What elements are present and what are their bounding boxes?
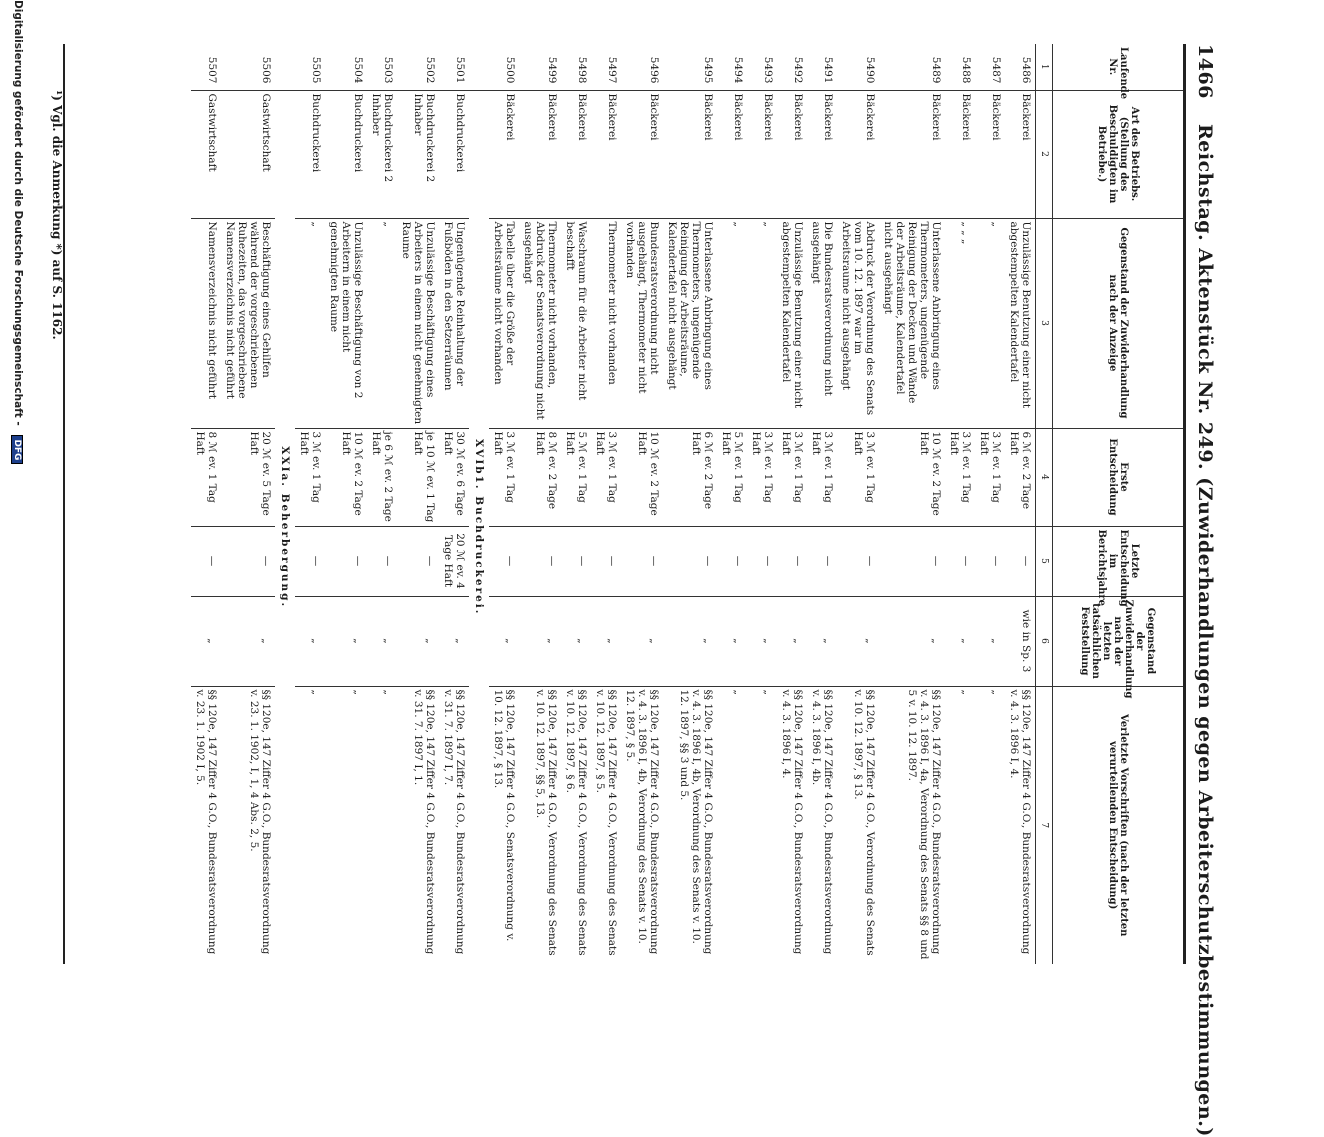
final-finding: „ bbox=[807, 596, 837, 686]
first-decision: 6 ℳ ev. 2 Tage Haft bbox=[663, 428, 717, 526]
offense-description: Thermometer nicht vorhanden, Abdruck der Senatsverordnung nicht ausgehängt bbox=[519, 218, 561, 428]
offense-description: Beschäftigung eines Gehilfen während der vorgeschriebenen Ruhezeiten, das vorgeschriebene Namensverzeichnis nicht geführt bbox=[221, 218, 275, 428]
row-number: 5500 bbox=[489, 44, 519, 90]
last-decision: — bbox=[367, 526, 397, 596]
violated-provisions: „ bbox=[352, 689, 364, 695]
business-type: Gastwirtschaft bbox=[191, 90, 221, 218]
final-finding: „ bbox=[945, 596, 975, 686]
table-row bbox=[591, 44, 621, 964]
first-decision: je 10 ℳ ev. 1 Tag Haft bbox=[397, 428, 439, 526]
footnote: ¹) Vgl. die Anmerkung *) auf S. 1162. bbox=[50, 90, 64, 340]
business-type: Bäckerei bbox=[747, 90, 777, 218]
business-type: Bäckerei bbox=[717, 90, 747, 218]
violated-provisions: „ bbox=[732, 689, 744, 695]
section-row bbox=[275, 44, 295, 964]
last-decision: — bbox=[295, 526, 325, 596]
last-decision: — bbox=[221, 526, 275, 596]
last-decision: — bbox=[747, 526, 777, 596]
dfg-logo: DFG bbox=[11, 435, 23, 464]
violated-provisions: §§ 120e, 147 Ziffer 4 G.O., Bundesratsverordnung v. 31. 7. 1897 I, 7. bbox=[442, 689, 466, 955]
last-decision: — bbox=[837, 526, 879, 596]
last-decision: 20 ℳ ev. 4 Tage Haft bbox=[439, 526, 469, 596]
row-number: 5504 bbox=[325, 44, 367, 90]
final-finding: „ bbox=[325, 596, 367, 686]
column-number: 4 bbox=[1036, 428, 1053, 526]
column-header: Verletzte Vorschriften (nach der letzten verurteilenden Entscheidung) bbox=[1053, 686, 1184, 964]
offense-description: Die Bundesratsverordnung nicht ausgehängt bbox=[807, 218, 837, 428]
table-row bbox=[945, 44, 975, 964]
violated-provisions: §§ 120e, 147 Ziffer 4 G.O., Bundesratsverordnung v. 4. 3. 1896 I, 4. bbox=[780, 689, 804, 955]
final-finding: „ bbox=[561, 596, 591, 686]
business-type: Buchdruckerei 2 Inhaber bbox=[397, 90, 439, 218]
page-heading bbox=[1194, 44, 1216, 1137]
final-finding: „ bbox=[975, 596, 1005, 686]
final-finding: „ bbox=[747, 596, 777, 686]
violated-provisions: §§ 120e, 147 Ziffer 4 G.O., Verordnung des Senats v. 10. 12. 1897, § 13. bbox=[852, 689, 876, 956]
offense-description: „ bbox=[747, 218, 777, 428]
last-decision: — bbox=[561, 526, 591, 596]
last-decision: — bbox=[1005, 526, 1036, 596]
violated-provisions: „ bbox=[762, 689, 774, 695]
first-decision: 10 ℳ ev. 2 Tage Haft bbox=[325, 428, 367, 526]
row-number: 5496 bbox=[621, 44, 663, 90]
last-decision: — bbox=[945, 526, 975, 596]
business-type: Bäckerei bbox=[1005, 90, 1036, 218]
business-type: Bäckerei bbox=[945, 90, 975, 218]
business-type: Bäckerei bbox=[777, 90, 807, 218]
first-decision: 8 ℳ ev. 1 Tag Haft bbox=[191, 428, 221, 526]
offense-description: Unzulässige Beschäftigung von 2 Arbeitern in einem nicht genehmigten Raume bbox=[325, 218, 367, 428]
offense-description: „ bbox=[717, 218, 747, 428]
violated-provisions: §§ 120e, 147 Ziffer 4 G.O., Bundesratsverordnung v. 4. 3. 1896 I, 4a, Verordnung des Senats §§ 8 und 5 v. 10. 12. 1897. bbox=[906, 689, 942, 960]
violated-provisions: §§ 120e, 147 Ziffer 4 G.O., Bundesratsverordnung v. 23. 1. 1902, I, 1, 4 Abs. 2, 5. bbox=[248, 689, 272, 955]
table-row bbox=[397, 44, 439, 964]
row-number: 5505 bbox=[295, 44, 325, 90]
final-finding: „ bbox=[489, 596, 519, 686]
violated-provisions: §§ 120e, 147 Ziffer 4 G.O., Bundesratsverordnung v. 23. 1. 1902 I, 5. bbox=[194, 689, 218, 955]
first-decision: 3 ℳ ev. 1 Tag Haft bbox=[945, 428, 975, 526]
business-type: Bäckerei bbox=[879, 90, 945, 218]
table-row bbox=[519, 44, 561, 964]
row-number: 5488 bbox=[945, 44, 975, 90]
final-finding: wie in Sp. 3 bbox=[1005, 596, 1036, 686]
row-number: 5499 bbox=[519, 44, 561, 90]
offense-description: Abdruck der Verordnung des Senats vom 10. 12. 1897 war im Arbeitsraume nicht ausgehängt bbox=[837, 218, 879, 428]
offense-description: „ „ „ bbox=[945, 218, 975, 428]
violated-provisions: §§ 120e, 147 Ziffer 4 G.O., Verordnung des Senats v. 10. 12. 1897, §§ 5, 13. bbox=[534, 689, 558, 956]
row-number: 5490 bbox=[837, 44, 879, 90]
last-decision: — bbox=[975, 526, 1005, 596]
first-decision: 3 ℳ ev. 1 Tag Haft bbox=[591, 428, 621, 526]
column-header: Gegenstand der Zuwiderhandlung nach der Anzeige bbox=[1053, 218, 1184, 428]
final-finding: „ bbox=[519, 596, 561, 686]
row-number: 5491 bbox=[807, 44, 837, 90]
table-row bbox=[879, 44, 945, 964]
column-number-row bbox=[1036, 44, 1053, 964]
first-decision: 30 ℳ ev. 6 Tage Haft bbox=[439, 428, 469, 526]
table-header-row bbox=[1053, 44, 1184, 964]
table-row bbox=[777, 44, 807, 964]
first-decision: 6 ℳ ev. 2 Tage Haft bbox=[1005, 428, 1036, 526]
business-type: Buchdruckerei bbox=[439, 90, 469, 218]
row-number: 5493 bbox=[747, 44, 777, 90]
final-finding: „ bbox=[439, 596, 469, 686]
business-type: Gastwirtschaft bbox=[221, 90, 275, 218]
offense-description: Unzulässige Benutzung einer nicht abgestempelten Kalendertafel bbox=[1005, 218, 1036, 428]
table-row bbox=[561, 44, 591, 964]
table-row bbox=[621, 44, 663, 964]
violated-provisions: §§ 120e, 147 Ziffer 4 G.O., Verordnung des Senats v. 10. 12. 1897, § 5. bbox=[594, 689, 618, 956]
table-row bbox=[489, 44, 519, 964]
business-type: Bäckerei bbox=[807, 90, 837, 218]
offense-description: Namensverzeichnis nicht geführt bbox=[191, 218, 221, 428]
business-type: Buchdruckerei 2 Inhaber bbox=[367, 90, 397, 218]
violated-provisions: §§ 120e, 147 Ziffer 4 G.O., Bundesratsverordnung v. 4. 3. 1896 I, 4. bbox=[1008, 689, 1032, 955]
business-type: Bäckerei bbox=[561, 90, 591, 218]
last-decision: — bbox=[777, 526, 807, 596]
offense-description: Unterlassene Anbringung eines Thermometers, ungenügende Reinigung der Arbeitsräume, Kalendertafel nicht ausgehängt bbox=[663, 218, 717, 428]
table-row bbox=[295, 44, 325, 964]
row-number: 5498 bbox=[561, 44, 591, 90]
violated-provisions: §§ 120e, 147 Ziffer 4 G.O., Senatsverordnung v. 10. 12. 1897, § 13. bbox=[492, 689, 516, 942]
first-decision: 3 ℳ ev. 1 Tag Haft bbox=[489, 428, 519, 526]
business-type: Buchdruckerei bbox=[295, 90, 325, 218]
offense-description: Bundesratsverordnung nicht ausgehängt, Thermometer nicht vorhanden bbox=[621, 218, 663, 428]
business-type: Bäckerei bbox=[591, 90, 621, 218]
first-decision: 8 ℳ ev. 2 Tage Haft bbox=[519, 428, 561, 526]
section-row bbox=[469, 44, 489, 964]
row-number: 5487 bbox=[975, 44, 1005, 90]
violated-provisions: „ bbox=[310, 689, 322, 695]
row-number: 5506 bbox=[221, 44, 275, 90]
offense-description: Unzulässige Beschäftigung eines Arbeiters in einem nicht genehmigten Raume bbox=[397, 218, 439, 428]
column-number: 7 bbox=[1036, 686, 1053, 964]
offense-description: „ bbox=[975, 218, 1005, 428]
column-header: Art des Betriebs. (Stellung des Beschuldigten im Betriebe.) bbox=[1053, 90, 1184, 218]
final-finding: „ bbox=[191, 596, 221, 686]
row-number: 5495 bbox=[663, 44, 717, 90]
section-spacer bbox=[275, 44, 295, 90]
final-finding: „ bbox=[663, 596, 717, 686]
last-decision: — bbox=[519, 526, 561, 596]
column-number: 6 bbox=[1036, 596, 1053, 686]
offense-description: „ bbox=[367, 218, 397, 428]
column-number: 2 bbox=[1036, 90, 1053, 218]
final-finding: „ bbox=[879, 596, 945, 686]
first-decision: 10 ℳ ev. 2 Tage Haft bbox=[879, 428, 945, 526]
first-decision: 3 ℳ ev. 1 Tag Haft bbox=[777, 428, 807, 526]
column-header: Letzte Entscheidung im Berichtsjahre bbox=[1053, 526, 1184, 596]
final-finding: „ bbox=[221, 596, 275, 686]
last-decision: — bbox=[591, 526, 621, 596]
first-decision: je 6 ℳ ev. 2 Tage Haft bbox=[367, 428, 397, 526]
section-spacer bbox=[469, 44, 489, 90]
final-finding: „ bbox=[295, 596, 325, 686]
last-decision: — bbox=[621, 526, 663, 596]
offense-description: Unzulässige Benutzung einer nicht abgestempelten Kalendertafel bbox=[777, 218, 807, 428]
digitization-note bbox=[11, 0, 24, 1000]
business-type: Buchdruckerei bbox=[325, 90, 367, 218]
page-title: Reichstag. Aktenstück Nr. 249. (Zuwiderhandlungen gegen Arbeiterschutzbestimmungen.) bbox=[1194, 124, 1216, 1137]
violated-provisions: §§ 120e, 147 Ziffer 4 G.O., Bundesratsverordnung v. 4. 3. 1896 I, 4b, Verordnung des Senats v. 10. 12. 1897, §§ 3 und 5. bbox=[678, 689, 714, 955]
final-finding: „ bbox=[591, 596, 621, 686]
last-decision: — bbox=[397, 526, 439, 596]
violated-provisions: §§ 120e, 147 Ziffer 4 G.O., Bundesratsverordnung v. 31. 7. 1897 I, 1. bbox=[412, 689, 436, 955]
violated-provisions: §§ 120e, 147 Ziffer 4 G.O., Bundesratsverordnung v. 4. 3. 1896 I, 4b. bbox=[810, 689, 834, 955]
violated-provisions: „ bbox=[990, 689, 1002, 695]
business-type: Bäckerei bbox=[489, 90, 519, 218]
table-row bbox=[191, 44, 221, 964]
column-number: 5 bbox=[1036, 526, 1053, 596]
first-decision: 3 ℳ ev. 1 Tag Haft bbox=[807, 428, 837, 526]
table-row bbox=[439, 44, 469, 964]
column-header: Erste Entscheidung bbox=[1053, 428, 1184, 526]
table-row bbox=[837, 44, 879, 964]
table-row bbox=[663, 44, 717, 964]
table-row bbox=[325, 44, 367, 964]
column-number: 3 bbox=[1036, 218, 1053, 428]
final-finding: „ bbox=[777, 596, 807, 686]
table-row bbox=[717, 44, 747, 964]
row-number: 5501 bbox=[439, 44, 469, 90]
row-number: 5489 bbox=[879, 44, 945, 90]
last-decision: — bbox=[489, 526, 519, 596]
offense-description: Ungenügende Reinhaltung der Fußböden in den Setzerräumen bbox=[439, 218, 469, 428]
row-number: 5507 bbox=[191, 44, 221, 90]
column-number: 1 bbox=[1036, 44, 1053, 90]
row-number: 5494 bbox=[717, 44, 747, 90]
offense-description: Unterlassene Anbringung eines Thermometers, ungenügende Reinigung der Decken und Wände der Arbeitsräume, Kalendertafel nicht ausgehängt bbox=[879, 218, 945, 428]
row-number: 5497 bbox=[591, 44, 621, 90]
violated-provisions: §§ 120e, 147 Ziffer 4 G.O., Bundesratsverordnung v. 4. 3. 1896 I, 4b, Verordnung des Senats v. 10. 12. 1897, § 5. bbox=[624, 689, 660, 955]
final-finding: „ bbox=[397, 596, 439, 686]
row-number: 5503 bbox=[367, 44, 397, 90]
table-body bbox=[191, 44, 1053, 964]
table-row bbox=[1005, 44, 1036, 964]
table-row bbox=[975, 44, 1005, 964]
row-number: 5486 bbox=[1005, 44, 1036, 90]
last-decision: — bbox=[191, 526, 221, 596]
offense-description: Waschraum für die Arbeiter nicht beschafft bbox=[561, 218, 591, 428]
offense-description: „ bbox=[295, 218, 325, 428]
first-decision: 20 ℳ ev. 5 Tage Haft bbox=[221, 428, 275, 526]
first-decision: 3 ℳ ev. 1 Tag Haft bbox=[747, 428, 777, 526]
first-decision: 5 ℳ ev. 1 Tag Haft bbox=[561, 428, 591, 526]
violated-provisions: „ bbox=[382, 689, 394, 695]
last-decision: — bbox=[879, 526, 945, 596]
table-row bbox=[221, 44, 275, 964]
violated-provisions: §§ 120e, 147 Ziffer 4 G.O., Verordnung des Senats v. 10. 12. 1897, § 6. bbox=[564, 689, 588, 956]
row-number: 5492 bbox=[777, 44, 807, 90]
row-number: 5502 bbox=[397, 44, 439, 90]
table-row bbox=[747, 44, 777, 964]
digitization-note-text: Digitalisierung gefördert durch die Deutsche Forschungsgemeinschaft - bbox=[12, 0, 24, 426]
last-decision: — bbox=[663, 526, 717, 596]
first-decision: 3 ℳ ev. 1 Tag Haft bbox=[975, 428, 1005, 526]
offense-description: Thermometer nicht vorhanden bbox=[591, 218, 621, 428]
final-finding: „ bbox=[367, 596, 397, 686]
last-decision: — bbox=[717, 526, 747, 596]
first-decision: 3 ℳ ev. 1 Tag Haft bbox=[837, 428, 879, 526]
final-finding: „ bbox=[621, 596, 663, 686]
table-row bbox=[807, 44, 837, 964]
last-decision: — bbox=[325, 526, 367, 596]
business-type: Bäckerei bbox=[621, 90, 663, 218]
table-frame bbox=[63, 44, 1186, 964]
business-type: Bäckerei bbox=[519, 90, 561, 218]
violations-table bbox=[191, 44, 1183, 964]
business-type: Bäckerei bbox=[975, 90, 1005, 218]
section-heading: XVIb1. Buchdruckerei. bbox=[473, 439, 485, 616]
table-row bbox=[367, 44, 397, 964]
final-finding: „ bbox=[717, 596, 747, 686]
first-decision: 3 ℳ ev. 1 Tag Haft bbox=[295, 428, 325, 526]
first-decision: 10 ℳ ev. 2 Tage Haft bbox=[621, 428, 663, 526]
last-decision: — bbox=[807, 526, 837, 596]
offense-description: Tabelle über die Größe der Arbeitsräume nicht vorhanden bbox=[489, 218, 519, 428]
column-header: Gegenstand der Zuwiderhandlung nach der letzten tatsächlichen Feststellung bbox=[1053, 596, 1184, 686]
section-heading: XXIa. Beherbergung. bbox=[279, 446, 291, 609]
column-header: Laufende Nr. bbox=[1053, 44, 1184, 90]
first-decision: 5 ℳ ev. 1 Tag Haft bbox=[717, 428, 747, 526]
page-number: 1466 bbox=[1194, 44, 1216, 99]
business-type: Bäckerei bbox=[837, 90, 879, 218]
final-finding: „ bbox=[837, 596, 879, 686]
business-type: Bäckerei bbox=[663, 90, 717, 218]
violated-provisions: „ bbox=[960, 689, 972, 695]
